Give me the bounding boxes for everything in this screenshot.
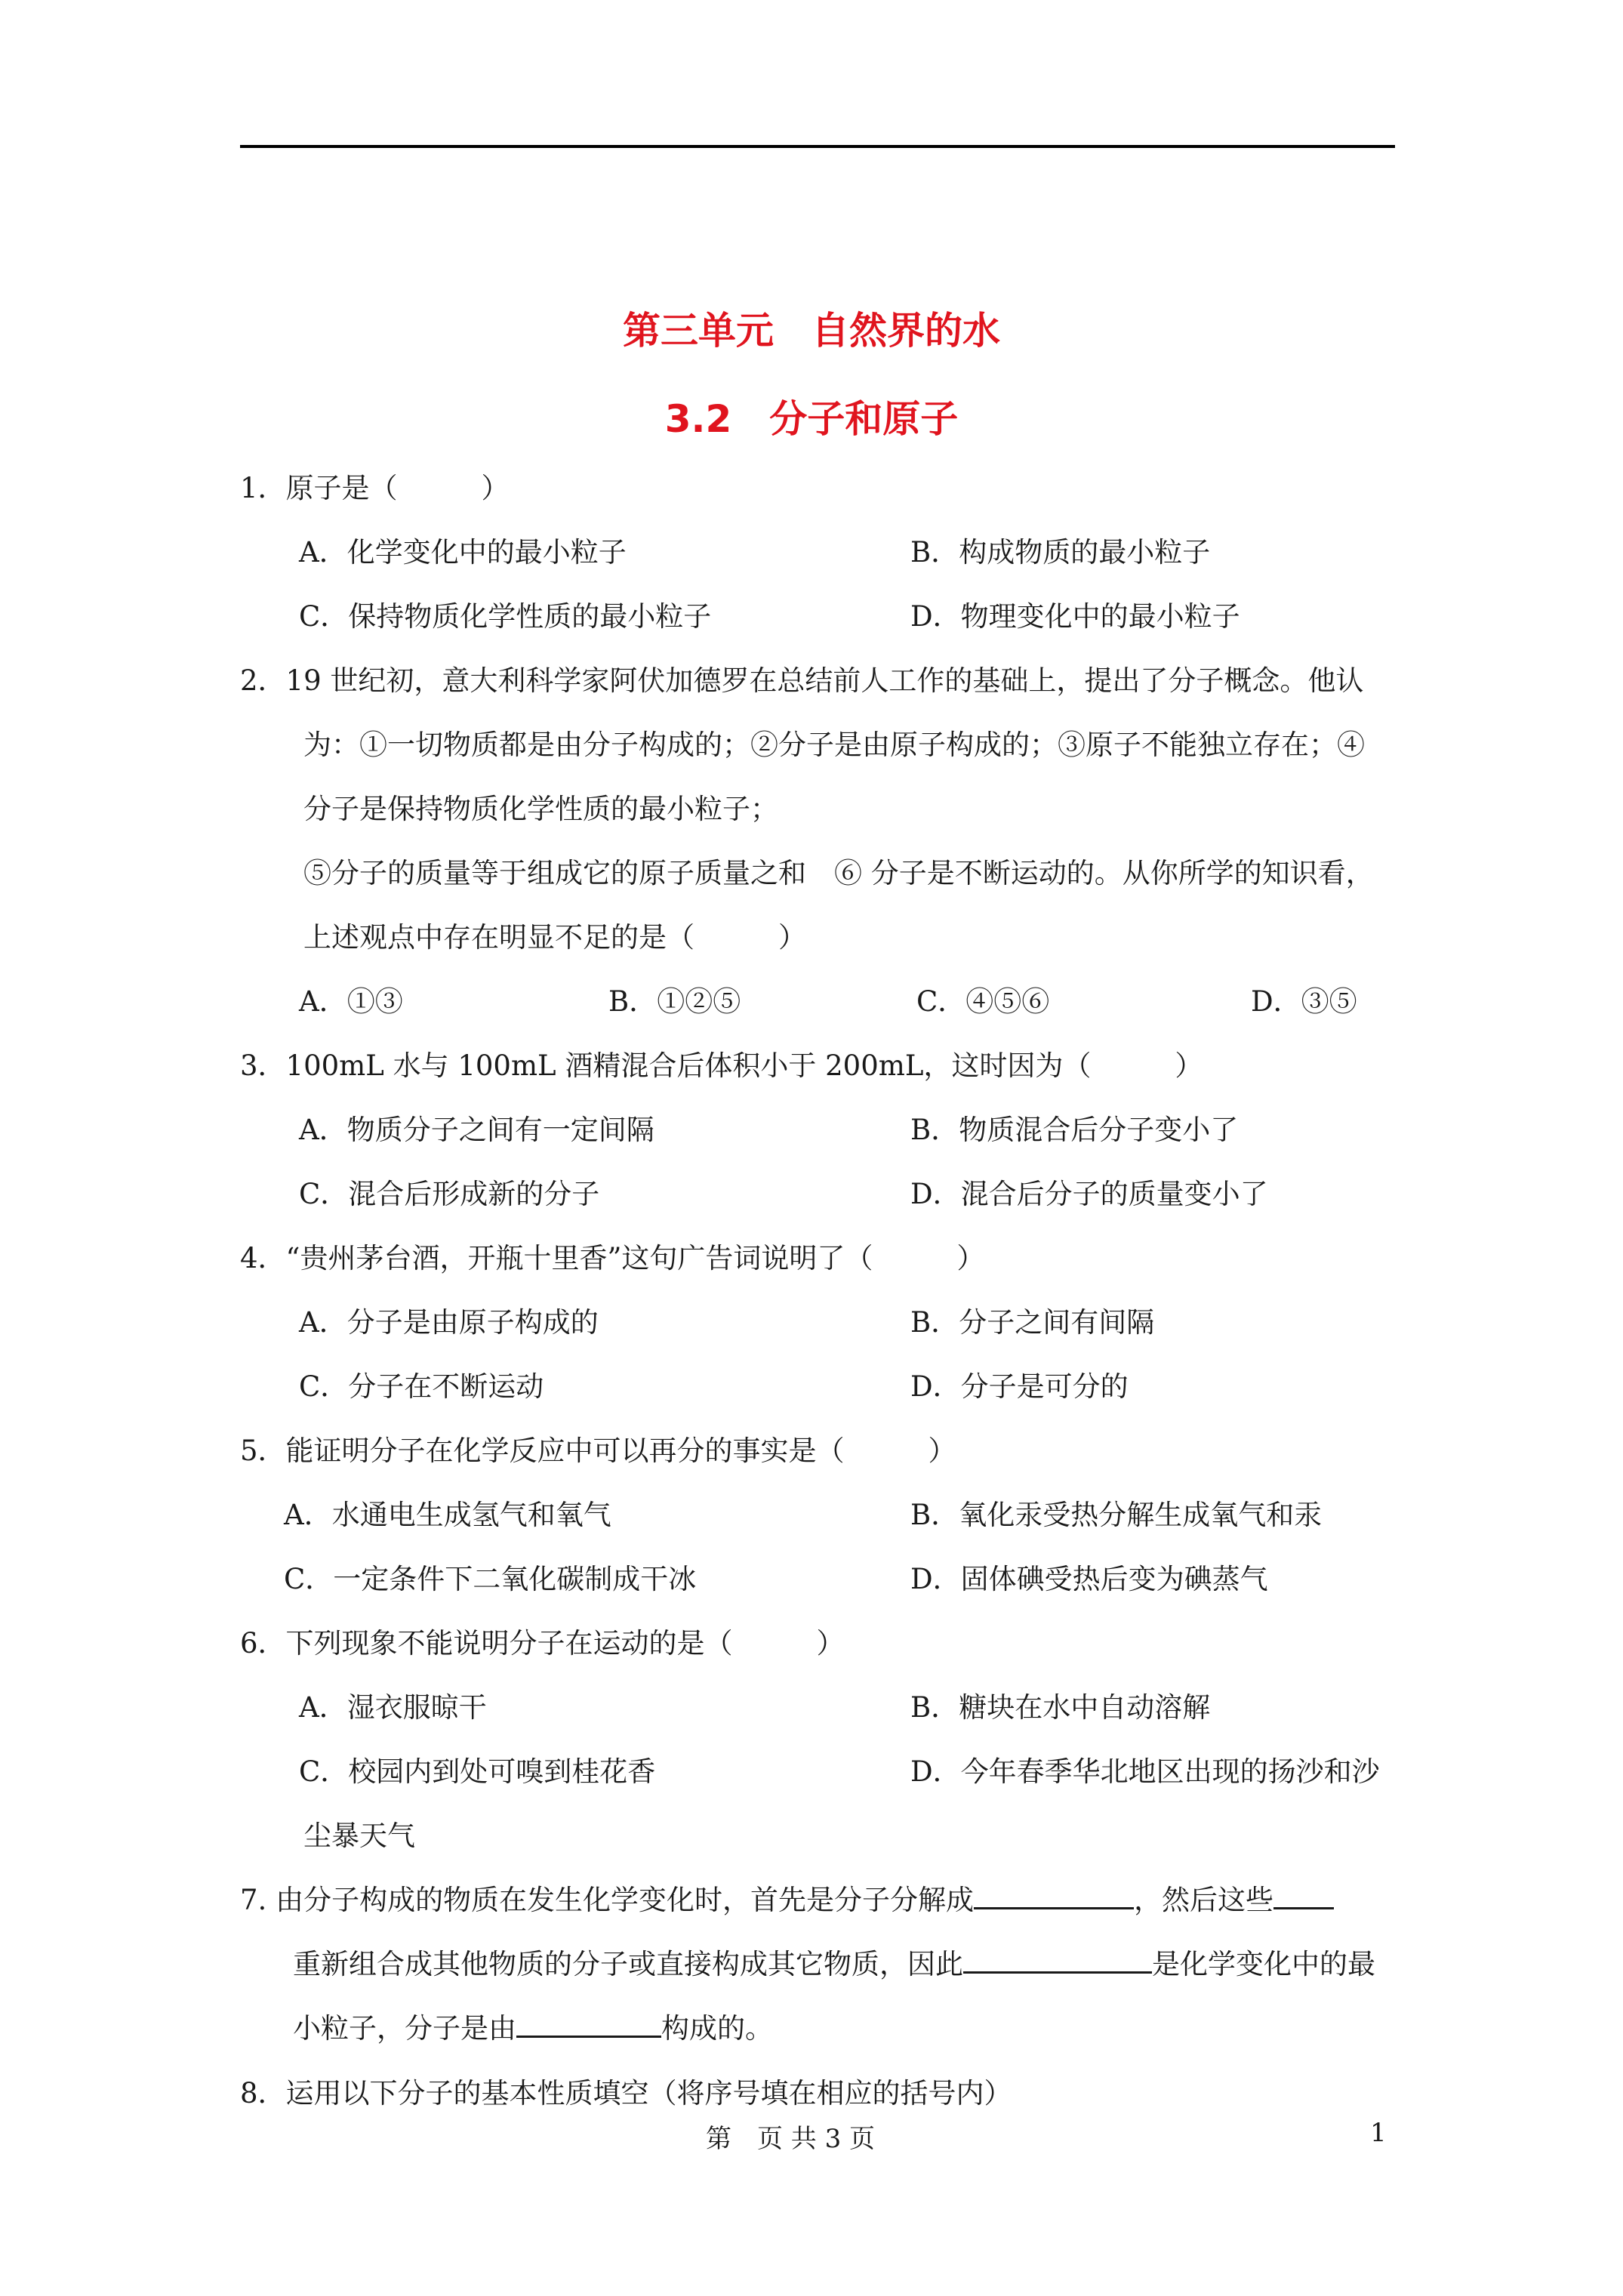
- q7-line-1: [240, 1881, 1334, 1919]
- q1-option-a: A．化学变化中的最小粒子: [299, 536, 627, 569]
- q7-text-3b: 构成的。: [661, 2012, 773, 2045]
- q7-text-3a: 小粒子，分子是由: [293, 2012, 516, 2045]
- q6-stem: 6．下列现象不能说明分子在运动的是（ ）: [240, 1627, 845, 1660]
- section-title: 3.2 分子和原子: [664, 397, 959, 441]
- q5-stem: 5．能证明分子在化学反应中可以再分的事实是（ ）: [240, 1435, 956, 1467]
- q7-line-2: [293, 1946, 1375, 1983]
- q5-option-d: D．固体碘受热后变为碘蒸气: [910, 1563, 1268, 1595]
- q3-stem: 3．100mL 水与 100mL 酒精混合后体积小于 200mL，这时因为（ ）: [240, 1049, 1203, 1082]
- unit-title: 第三单元 自然界的水: [623, 309, 1000, 353]
- q6-option-d: D．今年春季华北地区出现的扬沙和沙: [910, 1755, 1380, 1788]
- q6-option-d-continued: 尘暴天气: [303, 1820, 415, 1852]
- q2-option-d: D．③⑤: [1251, 985, 1357, 1018]
- q6-option-c: C．校园内到处可嗅到桂花香: [299, 1755, 656, 1788]
- q2-option-b: B．①②⑤: [608, 985, 741, 1018]
- q3-option-d: D．混合后分子的质量变小了: [910, 1178, 1268, 1210]
- page-number: 1: [1370, 2118, 1387, 2148]
- q7-text-2a: 重新组合成其他物质的分子或直接构成其它物质，因此: [293, 1948, 963, 1980]
- q2-line-2: 为：①一切物质都是由分子构成的；②分子是由原子构成的；③原子不能独立存在；④: [303, 729, 1365, 761]
- q5-option-a: A．水通电生成氢气和氧气: [284, 1499, 611, 1531]
- q7-blank-1[interactable]: [974, 1881, 1134, 1909]
- q7-blank-4[interactable]: [516, 2010, 661, 2038]
- q6-option-a: A．湿衣服晾干: [299, 1691, 487, 1724]
- header-rule: [240, 145, 1395, 148]
- q7-blank-3[interactable]: [963, 1946, 1152, 1974]
- q3-option-a: A．物质分子之间有一定间隔: [299, 1114, 654, 1146]
- q4-stem: 4．“贵州茅台酒，开瓶十里香”这句广告词说明了（ ）: [240, 1242, 985, 1274]
- q2-option-a: A．①③: [299, 985, 403, 1018]
- q4-option-d: D．分子是可分的: [910, 1370, 1129, 1403]
- q4-option-a: A．分子是由原子构成的: [299, 1306, 599, 1339]
- q4-option-b: B．分子之间有间隔: [910, 1306, 1155, 1339]
- q7-blank-2[interactable]: [1273, 1881, 1334, 1909]
- q1-option-b: B．构成物质的最小粒子: [910, 536, 1211, 569]
- q5-option-b: B．氧化汞受热分解生成氧气和汞: [910, 1499, 1323, 1531]
- q5-option-c: C．一定条件下二氧化碳制成干冰: [284, 1563, 697, 1595]
- q2-line-5: 上述观点中存在明显不足的是（ ）: [303, 921, 806, 954]
- q8-stem: 8．运用以下分子的基本性质填空（将序号填在相应的括号内）: [240, 2077, 1012, 2110]
- q2-line-4: ⑤分子的质量等于组成它的原子质量之和 ⑥ 分子是不断运动的。从你所学的知识看，: [303, 857, 1374, 889]
- q2-line-3: 分子是保持物质化学性质的最小粒子；: [303, 793, 778, 825]
- q2-option-c: C．④⑤⑥: [916, 985, 1050, 1018]
- q7-text-1a: 7. 由分子构成的物质在发生化学变化时，首先是分子分解成: [240, 1884, 975, 1916]
- q3-option-b: B．物质混合后分子变小了: [910, 1114, 1239, 1146]
- q1-stem: 1．原子是（ ）: [240, 472, 510, 504]
- page-count: 第 页 共 3 页: [706, 2124, 876, 2154]
- q1-option-c: C．保持物质化学性质的最小粒子: [299, 600, 712, 633]
- q4-option-c: C．分子在不断运动: [299, 1370, 544, 1403]
- q7-line-3: [293, 2010, 773, 2048]
- q2-line-1: 2．19 世纪初，意大利科学家阿伏加德罗在总结前人工作的基础上，提出了分子概念。他认: [240, 664, 1364, 697]
- q6-option-b: B．糖块在水中自动溶解: [910, 1691, 1211, 1724]
- q1-option-d: D．物理变化中的最小粒子: [910, 600, 1240, 633]
- q7-text-1b: ，然后这些: [1134, 1884, 1274, 1916]
- q3-option-c: C．混合后形成新的分子: [299, 1178, 600, 1210]
- q7-text-2b: 是化学变化中的最: [1152, 1948, 1375, 1980]
